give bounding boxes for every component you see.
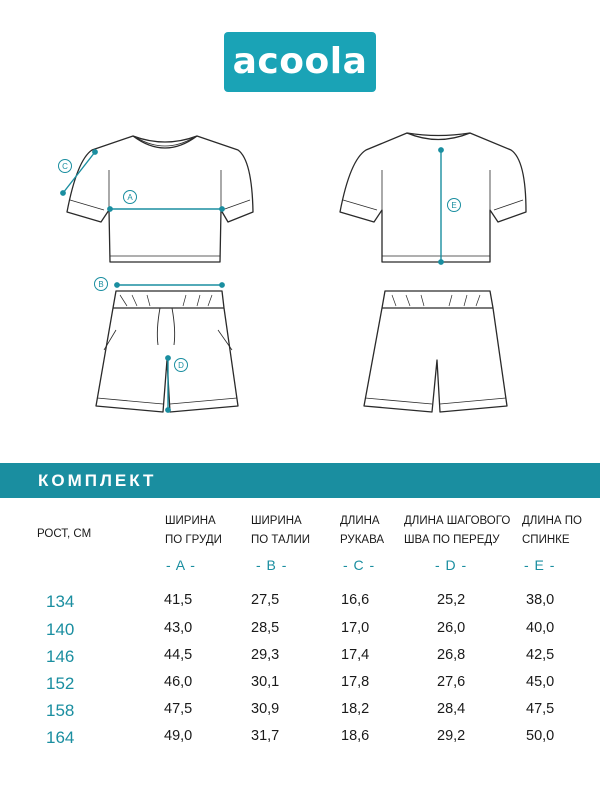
cell-chest: 43,0 [164, 620, 193, 636]
col-letter-b: - B - [256, 557, 288, 573]
table-row [0, 674, 600, 697]
row-height: 134 [46, 592, 75, 611]
cell-inseam: 27,6 [437, 674, 466, 690]
cell-back-length: 38,0 [526, 592, 555, 608]
size-header: РОСТ, СМ [37, 528, 92, 540]
row-height: 158 [46, 701, 75, 720]
cell-chest: 47,5 [164, 701, 193, 717]
cell-chest: 41,5 [164, 592, 193, 608]
marker-a [124, 191, 137, 204]
cell-back-length: 40,0 [526, 620, 555, 636]
marker-b [95, 278, 108, 291]
cell-sleeve: 17,4 [341, 647, 370, 663]
section-title: КОМПЛЕКТ [38, 471, 157, 490]
row-height: 164 [46, 728, 75, 747]
col-header-c: ДЛИНА РУКАВА [340, 515, 385, 546]
cell-sleeve: 18,2 [341, 701, 370, 717]
section-band [0, 463, 600, 498]
cell-waist: 29,3 [251, 647, 280, 663]
col-letter-d: - D - [435, 557, 468, 573]
cell-waist: 28,5 [251, 620, 280, 636]
cell-inseam: 25,2 [437, 592, 466, 608]
row-height: 140 [46, 620, 75, 639]
col-header-e: ДЛИНА ПО СПИНКЕ [522, 515, 582, 546]
row-height: 146 [46, 647, 75, 666]
cell-waist: 27,5 [251, 592, 280, 608]
cell-sleeve: 17,0 [341, 620, 370, 636]
measure-line-b [115, 283, 224, 287]
marker-d [175, 359, 188, 372]
col-header-a: ШИРИНА ПО ГРУДИ [165, 515, 222, 546]
cell-chest: 44,5 [164, 647, 193, 663]
col-letter-a: - A - [166, 557, 196, 573]
svg-text:D: D [178, 361, 184, 370]
cell-inseam: 26,8 [437, 647, 466, 663]
svg-text:C: C [62, 162, 68, 171]
cell-sleeve: 17,8 [341, 674, 370, 690]
cell-inseam: 26,0 [437, 620, 466, 636]
table-row [0, 620, 600, 643]
cell-chest: 49,0 [164, 728, 193, 744]
cell-inseam: 29,2 [437, 728, 466, 744]
cell-back-length: 42,5 [526, 647, 555, 663]
table-row [0, 647, 600, 670]
tshirt-back-drawing [340, 133, 526, 262]
marker-c [59, 160, 72, 173]
col-header-d: ДЛИНА ШАГОВОГО ШВА ПО ПЕРЕДУ [404, 515, 511, 546]
col-letter-c: - C - [343, 557, 376, 573]
cell-waist: 30,9 [251, 701, 280, 717]
shorts-front-drawing [96, 291, 238, 412]
svg-text:A: A [127, 193, 133, 202]
col-letter-e: - E - [524, 557, 556, 573]
table-row [0, 592, 600, 615]
svg-text:B: B [98, 280, 104, 289]
tshirt-front-drawing [67, 136, 253, 262]
cell-waist: 31,7 [251, 728, 280, 744]
cell-back-length: 47,5 [526, 701, 555, 717]
col-header-b: ШИРИНА ПО ТАЛИИ [251, 515, 311, 546]
shorts-back-drawing [364, 291, 507, 412]
cell-back-length: 45,0 [526, 674, 555, 690]
cell-sleeve: 18,6 [341, 728, 370, 744]
cell-waist: 30,1 [251, 674, 280, 690]
svg-text:E: E [451, 201, 457, 210]
cell-inseam: 28,4 [437, 701, 466, 717]
brand-logo-text: acoola [232, 41, 368, 82]
marker-e [448, 199, 461, 212]
cell-back-length: 50,0 [526, 728, 555, 744]
row-height: 152 [46, 674, 75, 693]
cell-sleeve: 16,6 [341, 592, 370, 608]
table-row [0, 701, 600, 724]
table-row [0, 728, 600, 751]
cell-chest: 46,0 [164, 674, 193, 690]
